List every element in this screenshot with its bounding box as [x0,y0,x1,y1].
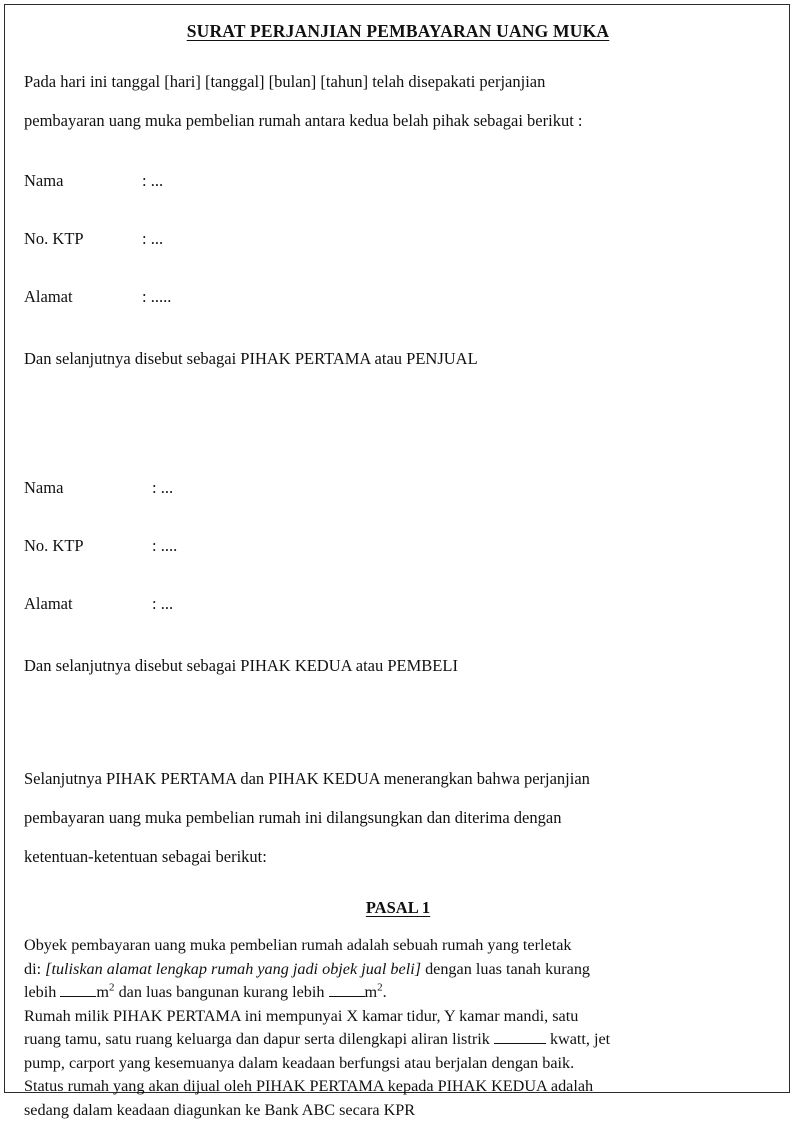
recital-line-2: pembayaran uang muka pembelian rumah ini dilangsungkan dan diterima dengan [24,798,772,837]
pasal-1-line-5-suffix: kwatt, jet [546,1030,610,1048]
pasal-1-line-5-prefix: ruang tamu, satu ruang keluarga dan dapur serta dilengkapi aliran listrik [24,1030,494,1048]
field-value: : ... [152,575,173,633]
unit-meter-2: m [365,983,378,1001]
unit-superscript-2: 2 [377,982,383,994]
field-label: No. KTP [24,210,142,268]
intro-line-1: Pada hari ini tanggal [hari] [tanggal] [bulan] [tahun] telah disepakati perjanjian [24,62,772,101]
pasal-1-line-6: pump, carport yang kesemuanya dalam keadaan berfungsi atau berjalan dengan baik. [24,1052,772,1076]
field-label: No. KTP [24,517,152,575]
party-second-details [24,459,772,633]
pasal-1-placeholder-address: [tuliskan alamat lengkap rumah yang jadi objek jual beli] [45,960,421,978]
pasal-1-line-3-prefix: lebih [24,983,60,1001]
party-first-row-ktp [24,210,772,268]
pasal-1-line-2-suffix: dengan luas tanah kurang [421,960,590,978]
field-value: : ... [152,459,173,517]
pasal-1-line-5 [24,1028,772,1052]
pasal-1-body [24,934,772,1122]
field-label: Alamat [24,268,142,326]
blank-building-area[interactable] [329,996,365,997]
blank-electricity-power[interactable] [494,1043,546,1044]
field-label: Nama [24,459,152,517]
page-title: SURAT PERJANJIAN PEMBAYARAN UANG MUKA [24,5,772,42]
field-value: : ... [142,210,163,268]
pasal-1-line-4: Rumah milik PIHAK PERTAMA ini mempunyai X kamar tidur, Y kamar mandi, satu [24,1005,772,1029]
recital-line-1: Selanjutnya PIHAK PERTAMA dan PIHAK KEDUA menerangkan bahwa perjanjian [24,759,772,798]
party-first-row-nama [24,152,772,210]
section-heading-pasal-1: PASAL 1 [24,898,772,918]
pasal-1-line-2 [24,958,772,982]
document-body [24,5,772,1092]
field-label: Alamat [24,575,152,633]
pasal-1-line-1: Obyek pembayaran uang muka pembelian rumah adalah sebuah rumah yang terletak [24,934,772,958]
party-second-row-nama [24,459,772,517]
document-page [4,4,790,1093]
pasal-1-line-3 [24,981,772,1005]
party-second-row-ktp [24,517,772,575]
field-value: : ..... [142,268,171,326]
party-first-row-alamat [24,268,772,326]
intro-paragraph [24,42,772,140]
intro-line-2: pembayaran uang muka pembelian rumah antara kedua belah pihak sebagai berikut : [24,101,772,140]
party-second-row-alamat [24,575,772,633]
pasal-1-line-3-middle: dan luas bangunan kurang lebih [115,983,329,1001]
recital-line-3: ketentuan-ketentuan sebagai berikut: [24,837,772,876]
party-second-designation: Dan selanjutnya disebut sebagai PIHAK KEDUA atau PEMBELI [24,651,772,681]
pasal-1-line-7: Status rumah yang akan dijual oleh PIHAK PERTAMA kepada PIHAK KEDUA adalah [24,1075,772,1099]
party-first-designation: Dan selanjutnya disebut sebagai PIHAK PERTAMA atau PENJUAL [24,344,772,374]
pasal-1-line-2-prefix: di: [24,960,45,978]
recital-paragraph [24,759,772,876]
field-label: Nama [24,152,142,210]
blank-land-area[interactable] [60,996,96,997]
party-first-details [24,152,772,326]
pasal-1-line-3-suffix: . [383,983,387,1001]
field-value: : .... [152,517,177,575]
unit-superscript-1: 2 [109,982,115,994]
pasal-1-line-8: sedang dalam keadaan diagunkan ke Bank ABC secara KPR [24,1099,772,1122]
field-value: : ... [142,152,163,210]
unit-meter-1: m [96,983,109,1001]
